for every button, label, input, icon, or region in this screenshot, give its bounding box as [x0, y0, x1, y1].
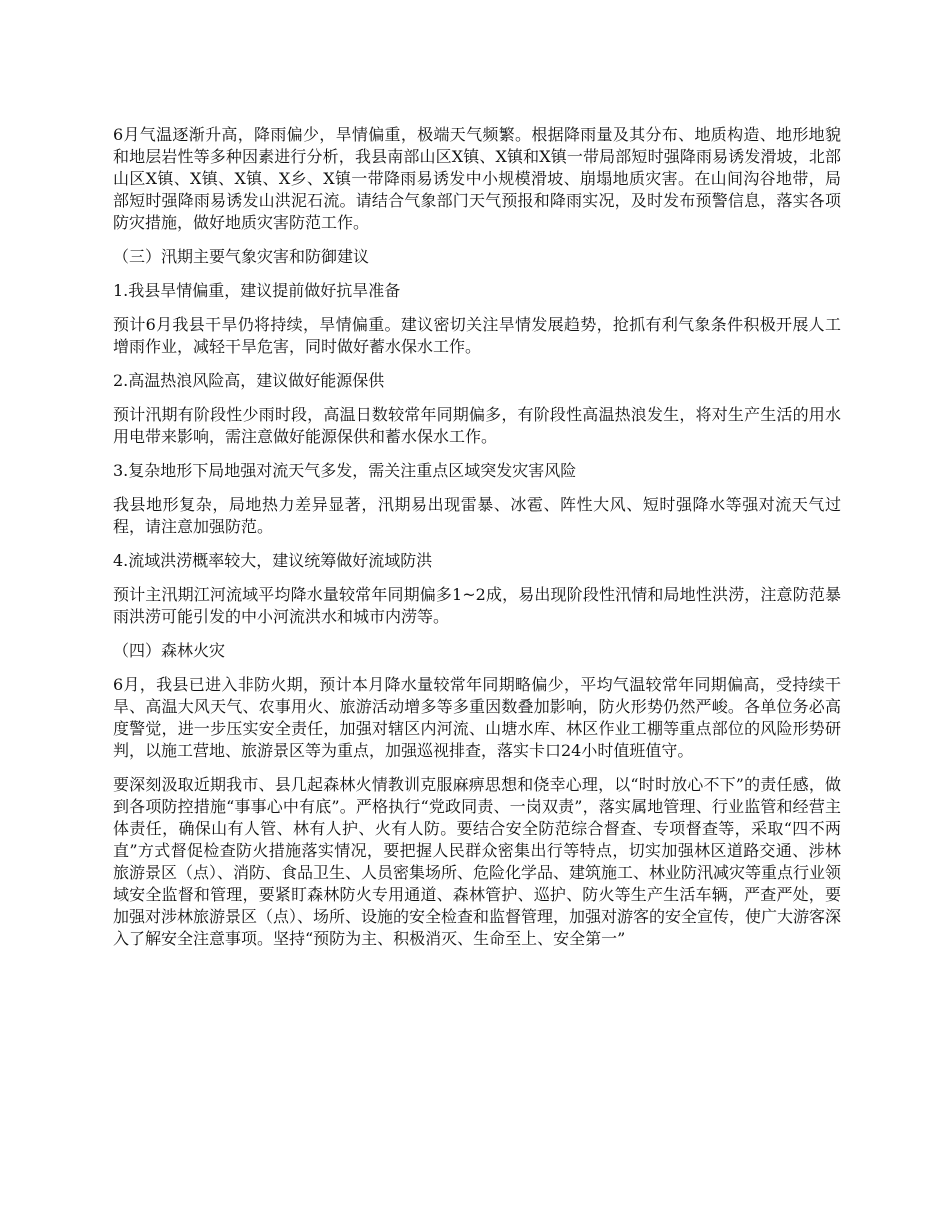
- paragraph-heatwave: 预计汛期有阶段性少雨时段，高温日数较常年同期偏多，有阶段性高温热浪发生，将对生产生活的用水用电带来影响，需注意做好能源保供和蓄水保水工作。: [113, 405, 841, 446]
- subheading-flood: 4.流域洪涝概率较大，建议统筹做好流域防洪: [113, 551, 433, 570]
- document-body: [113, 124, 841, 962]
- paragraph-convection: 我县地形复杂，局地热力差异显著，汛期易出现雷暴、冰雹、阵性大风、短时强降水等强对流天气过程，请注意加强防范。: [113, 495, 841, 536]
- section-heading-forest-fire: （四）森林火灾: [113, 641, 226, 660]
- subheading-drought: 1.我县旱情偏重，建议提前做好抗旱准备: [113, 281, 401, 300]
- section-heading-flood-season: （三）汛期主要气象灾害和防御建议: [113, 247, 370, 266]
- subheading-heatwave: 2.高温热浪风险高，建议做好能源保供: [113, 371, 385, 390]
- paragraph-drought: 预计6月我县干旱仍将持续，旱情偏重。建议密切关注旱情发展趋势，抢抓有利气象条件积极开展人工增雨作业，减轻干旱危害，同时做好蓄水保水工作。: [113, 315, 841, 356]
- paragraph-geohazard: 6月气温逐渐升高，降雨偏少，旱情偏重，极端天气频繁。根据降雨量及其分布、地质构造、地形地貌和地层岩性等多种因素进行分析，我县南部山区X镇、X镇和X镇一带局部短时强降雨易诱发滑坡，北部山区X镇、X镇、X镇、X乡、X镇一带降雨易诱发中小规模滑坡、崩塌地质灾害。在山间沟谷地带，局部短时强降雨易诱发山洪泥石流。请结合气象部门天气预报和降雨实况，及时发布预警信息，落实各项防灾措施，做好地质灾害防范工作。: [113, 125, 841, 232]
- paragraph-flood: 预计主汛期江河流域平均降水量较常年同期偏多1~2成，易出现阶段性汛情和局地性洪涝，注意防范暴雨洪涝可能引发的中小河流洪水和城市内涝等。: [113, 585, 841, 626]
- paragraph-forest-fire-risk: 6月，我县已进入非防火期，预计本月降水量较常年同期略偏少，平均气温较常年同期偏高，受持续干旱、高温大风天气、农事用火、旅游活动增多等多重因数叠加影响，防火形势仍然严峻。各单位务必高度警觉，进一步压实安全责任，加强对辖区内河流、山塘水库、林区作业工棚等重点部位的风险形势研判，以施工营地、旅游景区等为重点，加强巡视排查，落实卡口24小时值班值守。: [113, 675, 841, 760]
- paragraph-forest-fire-measures: 要深刻汲取近期我市、县几起森林火情教训克服麻痹思想和侥幸心理，以“时时放心不下”的责任感，做到各项防控措施“事事心中有底”。严格执行“党政同责、一岗双责”，落实属地管理、行业监管和经营主体责任，确保山有人管、林有人护、火有人防。要结合安全防范综合督查、专项督查等，采取“四不两直”方式督促检查防火措施落实情况，要把握人民群众密集出行等特点，切实加强林区道路交通、涉林旅游景区（点）、消防、食品卫生、人员密集场所、危险化学品、建筑施工、林业防汛减灾等重点行业领域安全监督和管理，要紧盯森林防火专用通道、森林管护、巡护、防火等生产生活车辆，严查严处，要加强对涉林旅游景区（点）、场所、设施的安全检查和监督管理，加强对游客的安全宣传，使广大游客深入了解安全注意事项。坚持“预防为主、积极消灭、生命至上、安全第一”: [113, 775, 842, 948]
- subheading-convection: 3.复杂地形下局地强对流天气多发，需关注重点区域突发灾害风险: [113, 461, 577, 480]
